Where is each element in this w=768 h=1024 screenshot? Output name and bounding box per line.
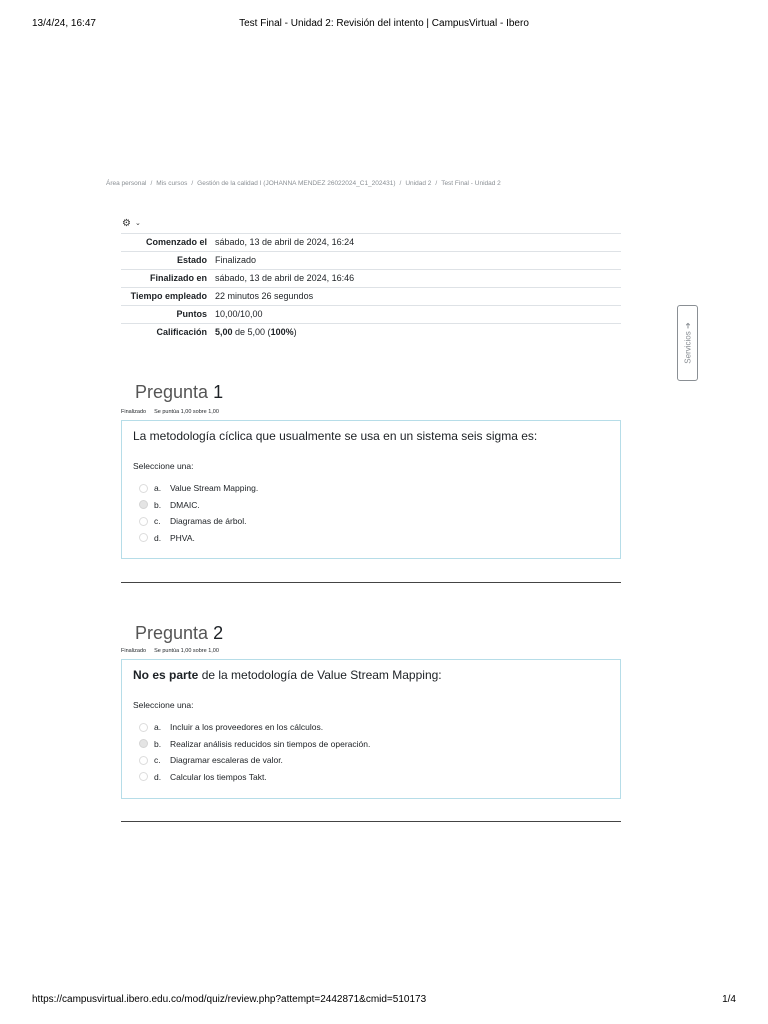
breadcrumb-item-unidad[interactable]: Unidad 2 <box>405 180 432 187</box>
question-text-body: La metodología cíclica que usualmente se usa en un sistema seis sigma es: <box>133 429 538 443</box>
answer-list <box>139 480 620 546</box>
answer-letter: b. <box>154 499 162 510</box>
arrow-right-icon: ➜ <box>683 322 692 330</box>
print-page-title: Test Final - Unidad 2: Revisión del intento | CampusVirtual - Ibero <box>239 18 529 29</box>
summary-label: Calificación <box>156 327 207 337</box>
answer-prompt: Seleccione una: <box>133 461 194 471</box>
print-datetime: 13/4/24, 16:47 <box>32 18 96 29</box>
answer-letter: c. <box>154 516 161 527</box>
radio-button[interactable] <box>139 517 148 526</box>
answer-option[interactable] <box>139 530 620 547</box>
question-info <box>121 648 219 654</box>
summary-label: Comenzado el <box>145 237 207 247</box>
summary-row <box>121 234 621 252</box>
answer-prompt: Seleccione una: <box>133 700 194 710</box>
question-text-body: de la metodología de Value Stream Mapping: <box>198 668 442 682</box>
breadcrumb-item-area-personal[interactable]: Área personal <box>106 180 147 187</box>
radio-button-selected[interactable] <box>139 500 148 509</box>
answer-text: Diagramas de árbol. <box>170 516 247 527</box>
summary-row <box>121 324 621 342</box>
summary-value: sábado, 13 de abril de 2024, 16:24 <box>215 237 355 247</box>
breadcrumb-item-test[interactable]: Test Final - Unidad 2 <box>441 180 501 187</box>
summary-label: Puntos <box>176 309 207 319</box>
breadcrumb-separator: / <box>399 180 402 187</box>
question-text <box>133 668 620 682</box>
answer-option[interactable] <box>139 497 620 514</box>
radio-button-selected[interactable] <box>139 739 148 748</box>
answer-text: Value Stream Mapping. <box>170 483 259 494</box>
question-heading <box>135 623 223 644</box>
summary-label: Estado <box>176 255 207 265</box>
question-text <box>133 429 620 443</box>
summary-label: Tiempo empleado <box>130 291 207 301</box>
summary-value: 10,00/10,00 <box>215 309 263 319</box>
summary-value: sábado, 13 de abril de 2024, 16:46 <box>215 273 355 283</box>
services-tab-label-wrap <box>683 322 692 363</box>
question-state: Finalizado <box>121 409 147 415</box>
answer-text: Diagramar escaleras de valor. <box>170 755 283 766</box>
answer-letter: a. <box>154 483 162 494</box>
grade-text: de 5,00 ( <box>232 327 271 337</box>
answer-option[interactable] <box>139 480 620 497</box>
breadcrumb-item-mis-cursos[interactable]: Mis cursos <box>156 180 188 187</box>
print-url: https://campusvirtual.ibero.edu.co/mod/quiz/review.php?attempt=2442871&cmid=510173 <box>32 994 427 1005</box>
question-box <box>121 659 621 799</box>
question-grade: Se puntúa 1,00 sobre 1,00 <box>154 409 219 415</box>
radio-button[interactable] <box>139 756 148 765</box>
divider <box>121 582 621 583</box>
answer-option[interactable] <box>139 736 620 753</box>
answer-option[interactable] <box>139 719 620 736</box>
question-number: 1 <box>213 382 224 402</box>
radio-button[interactable] <box>139 772 148 781</box>
answer-letter: a. <box>154 722 162 733</box>
answer-letter: d. <box>154 771 162 782</box>
answer-text: Incluir a los proveedores en los cálculos. <box>170 722 324 733</box>
question-heading <box>135 382 223 403</box>
actions-menu-button[interactable] <box>122 218 141 229</box>
question-heading-label: Pregunta <box>135 623 209 643</box>
breadcrumb <box>106 180 501 187</box>
summary-row <box>121 270 621 288</box>
answer-letter: c. <box>154 755 161 766</box>
question-grade: Se puntúa 1,00 sobre 1,00 <box>154 648 219 654</box>
summary-value: Finalizado <box>215 255 257 265</box>
question-state: Finalizado <box>121 648 147 654</box>
answer-list <box>139 719 620 785</box>
answer-letter: b. <box>154 738 162 749</box>
services-tab-label: Servicios <box>683 331 692 364</box>
grade-value: 5,00 <box>215 327 233 337</box>
grade-text-end: ) <box>293 327 297 337</box>
breadcrumb-separator: / <box>150 180 153 187</box>
answer-text: DMAIC. <box>170 499 200 510</box>
gear-icon: ⚙ <box>122 218 131 229</box>
summary-value: 22 minutos 26 segundos <box>215 291 314 301</box>
summary-row <box>121 306 621 324</box>
question-info <box>121 409 219 415</box>
chevron-down-icon: ⌄ <box>134 220 141 227</box>
print-page-number: 1/4 <box>722 994 736 1005</box>
summary-value <box>211 324 621 342</box>
answer-option[interactable] <box>139 752 620 769</box>
attempt-summary-table <box>121 233 621 341</box>
question-box <box>121 420 621 559</box>
services-tab[interactable] <box>677 305 698 381</box>
answer-text: Realizar análisis reducidos sin tiempos de operación. <box>170 738 371 749</box>
divider <box>121 821 621 822</box>
answer-option[interactable] <box>139 769 620 786</box>
answer-letter: d. <box>154 532 162 543</box>
question-text-emphasis: No es parte <box>133 668 199 682</box>
breadcrumb-item-course[interactable]: Gestión de la calidad I (JOHANNA MENDEZ 26022024_C1_202431) <box>197 180 396 187</box>
answer-text: Calcular los tiempos Takt. <box>170 771 267 782</box>
breadcrumb-separator: / <box>435 180 438 187</box>
summary-row <box>121 288 621 306</box>
radio-button[interactable] <box>139 723 148 732</box>
summary-row <box>121 252 621 270</box>
breadcrumb-separator: / <box>191 180 194 187</box>
question-heading-label: Pregunta <box>135 382 209 402</box>
radio-button[interactable] <box>139 484 148 493</box>
grade-percent: 100% <box>270 327 294 337</box>
radio-button[interactable] <box>139 533 148 542</box>
question-number: 2 <box>213 623 224 643</box>
answer-text: PHVA. <box>170 532 195 543</box>
answer-option[interactable] <box>139 513 620 530</box>
summary-label: Finalizado en <box>149 273 207 283</box>
